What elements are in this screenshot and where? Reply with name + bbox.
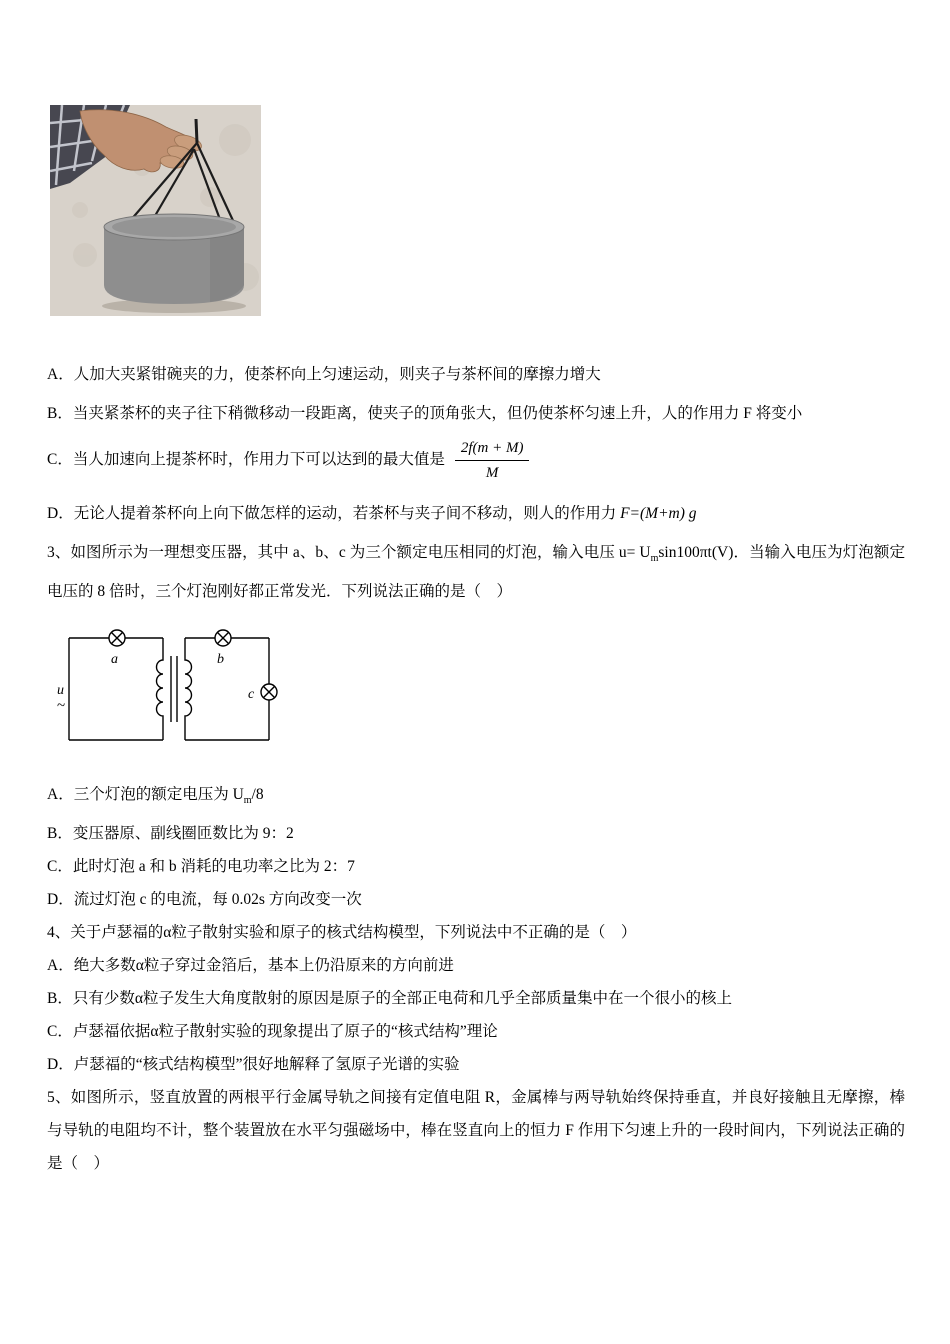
q3-option-c: C．此时灯泡 a 和 b 消耗的电功率之比为 2：7	[47, 858, 355, 876]
secondary-loop	[185, 638, 269, 740]
bulb-c-label: c	[248, 687, 255, 703]
bulb-b-icon	[215, 630, 231, 646]
q3-stem	[47, 536, 905, 608]
q2-option-a: A．人加大夹紧钳碗夹的力，使茶杯向上匀速运动，则夹子与茶杯间的摩擦力增大	[47, 366, 601, 383]
q4-stem: 4、关于卢瑟福的α粒子散射实验和原子的核式结构模型，下列说法中不正确的是（ ）	[47, 924, 637, 942]
q2-option-c-fraction	[455, 436, 530, 485]
q2-option-c-fraction-denominator: M	[485, 465, 499, 481]
q4-option-d: D．卢瑟福的“核式结构模型”很好地解释了氢原子光谱的实验	[47, 1056, 460, 1074]
bulb-a-label: a	[111, 652, 118, 668]
teacup	[102, 214, 246, 313]
q4-option-a: A．绝大多数α粒子穿过金箔后，基本上仍沿原来的方向前进	[47, 957, 454, 975]
source-label: u	[57, 683, 64, 699]
ac-tilde-symbol: ~	[57, 698, 66, 715]
q3-stem-part2: sin100πt(V)．当输入电压为灯泡额定电压的 8 倍时，三个灯泡刚好都正常发光．下列说法正确的是（ ）	[47, 544, 905, 601]
bulb-b-label: b	[217, 652, 224, 668]
teacup-clamp-photo-svg	[50, 105, 261, 316]
transformer-primary-coil	[157, 638, 164, 740]
q2-option-c	[47, 436, 905, 485]
teacup-clamp-photo	[50, 105, 261, 316]
transformer-core	[171, 656, 177, 722]
q2-option-b: B．当夹紧茶杯的夹子往下稍微移动一段距离，使夹子的顶角张大，但仍使茶杯匀速上升，人的作用力 F 将变小	[47, 405, 803, 422]
q3-option-b: B．变压器原、副线圈匝数比为 9：2	[47, 825, 294, 843]
q3-option-a-part1: A．三个灯泡的额定电压为 U	[47, 786, 244, 804]
q3-stem-part1: 3、如图所示为一理想变压器，其中 a、b、c 为三个额定电压相同的灯泡，输入电压 u= U	[47, 544, 651, 561]
q4-option-c: C．卢瑟福依据α粒子散射实验的现象提出了原子的“核式结构”理论	[47, 1023, 498, 1041]
transformer-secondary-coil	[185, 638, 192, 740]
q2-option-d-text: D．无论人提着茶杯向上向下做怎样的运动，若茶杯与夹子间不移动，则人的作用力	[47, 505, 621, 522]
q2-option-d	[47, 497, 905, 530]
q2-option-c-fraction-numerator: 2f(m + M)	[455, 436, 530, 461]
q5-stem: 5、如图所示，竖直放置的两根平行金属导轨之间接有定值电阻 R，金属棒与两导轨始终保持垂直，并良好接触且无摩擦，棒与导轨的电阻均不计，整个装置放在水平匀强磁场中，棒在竖直向上的恒力 F 作用下匀速上升的一段时间内，下列说法正确的是（ ）	[47, 1089, 905, 1173]
q3-circuit-diagram	[55, 622, 905, 754]
q3-option-a	[47, 778, 905, 817]
q3-option-a-subscript: m	[243, 795, 252, 807]
q3-option-a-part2: /8	[251, 786, 264, 804]
q2-option-c-text: C．当人加速向上提茶杯时，作用力下可以达到的最大值是	[47, 451, 445, 469]
q3-option-d: D．流过灯泡 c 的电流，每 0.02s 方向改变一次	[47, 891, 362, 909]
bulb-a-icon	[109, 630, 125, 646]
q2-option-d-formula: F=(M+m) g	[620, 505, 697, 522]
transformer-circuit-svg	[55, 622, 285, 754]
q3-stem-subscript: m	[650, 553, 659, 565]
bulb-c-icon	[261, 684, 277, 700]
q4-option-b: B．只有少数α粒子发生大角度散射的原因是原子的全部正电荷和几乎全部质量集中在一个很小的核上	[47, 990, 732, 1008]
